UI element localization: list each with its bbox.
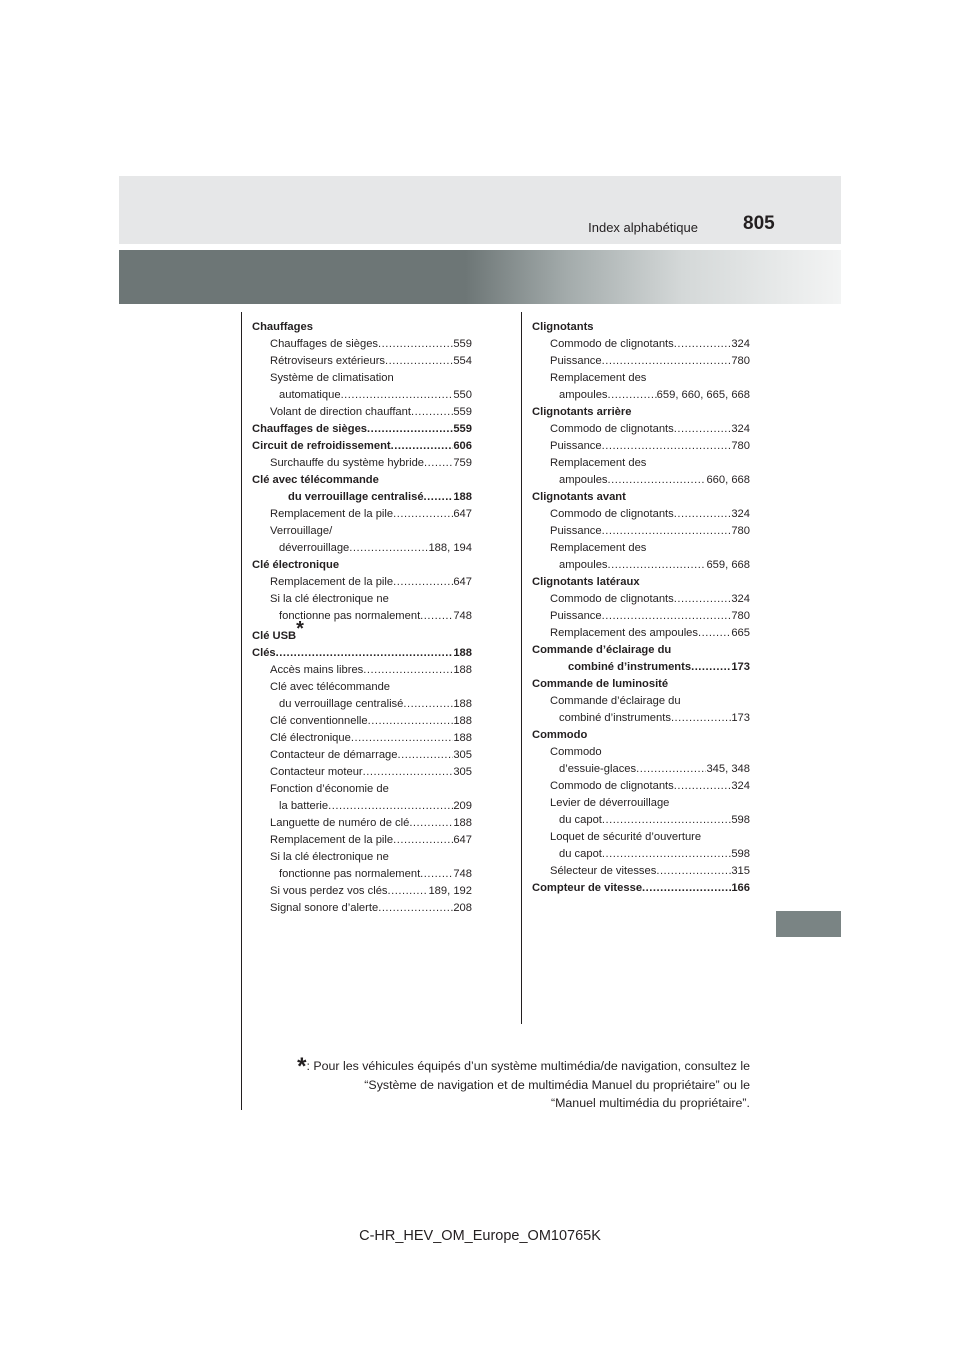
index-entry [532,812,750,829]
index-entry-term: Système de climatisation [270,372,394,384]
dot-leader [602,353,732,370]
index-entry [252,815,472,832]
index-entry [532,642,750,659]
index-entry-page: 188 [453,817,472,829]
index-entry [252,696,472,713]
index-entry [252,489,472,506]
dot-leader [642,880,731,897]
index-entry-term: Commande d’éclairage du [550,695,681,707]
index-entry [532,421,750,438]
index-column-right [532,319,750,897]
index-entry [252,764,472,781]
index-entry-term: Puissance [550,440,602,452]
index-entry-term: Clé électronique [252,559,340,571]
index-entry-page: 324 [731,593,750,605]
dot-leader [411,404,453,421]
dot-leader [674,336,732,353]
index-entry-term: Levier de déverrouillage [550,797,670,809]
index-entry [532,387,750,404]
index-entry [252,506,472,523]
dot-leader [602,438,732,455]
index-entry-term: Commande d’éclairage du [532,644,672,656]
index-entry-term: Clignotants avant [532,491,626,503]
dot-leader [636,761,706,778]
dot-leader [671,710,731,727]
index-entry-page: 208 [453,902,472,914]
index-entry-term: Languette de numéro de clé [270,817,410,829]
middle-column-rule [521,312,522,1024]
document-id: C-HR_HEV_OM_Europe_OM10765K [359,1228,601,1244]
index-entry [252,591,472,608]
index-entry-page: 647 [453,834,472,846]
dot-leader [420,866,453,883]
index-entry-page: 315 [731,865,750,877]
footnote-line-3: “Manuel multimédia du propriétaire”. [550,1096,750,1110]
index-entry-page: 550 [453,389,472,401]
index-entry-term: Clé conventionnelle [270,715,368,727]
dot-leader [602,523,732,540]
index-entry [252,523,472,540]
index-entry [252,645,472,662]
index-entry [252,336,472,353]
dot-leader [393,506,453,523]
index-entry-term: combiné d’instruments [559,712,671,724]
index-entry-page: 173 [731,712,750,724]
index-entry [532,336,750,353]
index-entry-page: 665 [731,627,750,639]
index-entry-term: Remplacement des [550,372,647,384]
index-entry-page: 647 [453,576,472,588]
index-entry-page: 748 [453,610,472,622]
index-entry-term: Commande de luminosité [532,678,669,690]
index-entry [532,795,750,812]
index-entry [532,863,750,880]
footnote-line-2: “Système de navigation et de multimédia Manuel du propriétaire” ou le [364,1078,750,1092]
index-entry [532,370,750,387]
index-entry-page: 188 [453,715,472,727]
index-entry [252,438,472,455]
index-entry-page: 173 [731,661,750,673]
index-entry-page: 659, 660, 665, 668 [656,389,750,401]
index-entry [532,319,750,336]
index-entry [532,540,750,557]
index-entry [252,883,472,900]
index-entry [532,574,750,591]
index-entry [252,472,472,489]
footnote-star: * [297,1053,307,1080]
index-entry-term: Si vous perdez vos clés [270,885,388,897]
dot-leader [674,778,732,795]
index-entry-page: 659, 668 [706,559,750,571]
index-entry [252,608,472,625]
dot-leader [363,764,454,781]
index-entry-term: Puissance [550,525,602,537]
index-entry-term: Clignotants arrière [532,406,632,418]
dot-leader [367,421,453,438]
dot-leader [385,353,453,370]
index-entry-term: Accès mains libres [270,664,364,676]
index-entry-term: Remplacement des ampoules [550,627,698,639]
index-entry-term: Commodo [532,729,588,741]
index-entry-term: Commodo de clignotants [550,423,674,435]
index-entry-term: Surchauffe du système hybride [270,457,425,469]
index-entry-term: Rétroviseurs extérieurs [270,355,386,367]
dot-leader [420,608,453,625]
section-title: Index alphabétique [588,220,698,235]
index-entry-term: Remplacement de la pile [270,576,394,588]
dot-leader [608,387,657,404]
index-entry-page: 188 [453,647,472,659]
index-entry-term: Volant de direction chauffant [270,406,411,418]
index-entry-page: 647 [453,508,472,520]
index-entry-page: 188 [453,732,472,744]
index-entry-term: Remplacement des [550,542,647,554]
index-entry-page: 188 [453,698,472,710]
index-entry-term: Commodo de clignotants [550,780,674,792]
index-entry-term: Si la clé électronique ne [270,851,389,863]
index-entry [252,713,472,730]
index-entry-term: du capot [559,814,602,826]
index-entry-term: ampoules [559,474,608,486]
index-entry [532,438,750,455]
index-entry-term: déverrouillage [279,542,350,554]
index-entry-term: Circuit de refroidissement [252,440,391,452]
index-entry-page: 559 [453,338,472,350]
index-entry-page: 780 [731,355,750,367]
index-entry [532,761,750,778]
index-entry [252,319,472,336]
index-entry [532,557,750,574]
index-entry-term: ampoules [559,389,608,401]
index-entry-term: Sélecteur de vitesses [550,865,657,877]
dot-leader [349,540,428,557]
index-entry [532,744,750,761]
index-entry-page: 324 [731,780,750,792]
index-entry-term: Commodo de clignotants [550,508,674,520]
index-entry-term: Puissance [550,610,602,622]
index-entry-term: Contacteur moteur [270,766,363,778]
dot-leader [424,489,454,506]
index-entry [532,693,750,710]
index-entry [252,662,472,679]
index-column-left [252,319,472,917]
index-entry-term: combiné d’instruments [568,661,692,673]
index-entry [252,370,472,387]
dot-leader [602,812,731,829]
dot-leader [608,472,707,489]
index-entry [252,900,472,917]
dot-leader [378,900,453,917]
dot-leader [341,387,454,404]
index-entry-page: 598 [731,848,750,860]
index-entry-term: Clé avec télécommande [252,474,379,486]
index-entry [252,574,472,591]
chapter-side-tab [776,911,841,937]
index-entry-term: Clé électronique [270,732,351,744]
index-entry-term: Loquet de sécurité d’ouverture [550,831,702,843]
index-entry-term: du verrouillage centralisé [279,698,404,710]
index-entry [252,387,472,404]
index-entry-page: 559 [453,406,472,418]
index-entry-page: 324 [731,338,750,350]
index-entry [252,866,472,883]
index-entry [252,832,472,849]
index-entry-term: Remplacement de la pile [270,508,394,520]
index-entry-term: Clés [252,647,276,659]
index-entry [252,421,472,438]
index-entry-page: 324 [731,508,750,520]
index-entry [532,608,750,625]
dot-leader [388,883,429,900]
header-band [119,176,841,244]
index-entry-term: Compteur de vitesse [532,882,643,894]
index-entry-page: 780 [731,525,750,537]
dot-leader [602,846,731,863]
index-entry [532,523,750,540]
index-entry-term: Commodo de clignotants [550,338,674,350]
index-entry-term: Commodo [550,746,602,758]
index-entry-term: fonctionne pas normalement [279,868,421,880]
index-entry [532,846,750,863]
dot-leader [674,506,732,523]
index-entry-term: Fonction d’économie de [270,783,389,795]
index-entry [532,727,750,744]
dot-leader [656,863,731,880]
index-entry-term: automatique [279,389,341,401]
dot-leader [328,798,453,815]
index-entry [532,829,750,846]
index-entry-page: 598 [731,814,750,826]
index-entry-term: Remplacement de la pile [270,834,394,846]
index-entry-term: Clignotants [532,321,594,333]
dot-leader [393,574,453,591]
index-entry [532,489,750,506]
index-entry-term: Clé avec télécommande [270,681,391,693]
index-entry-page: 554 [453,355,472,367]
footnote [256,1053,750,1112]
index-entry-page: 188 [453,491,472,503]
dot-leader [424,455,453,472]
index-entry [532,710,750,727]
index-entry-term: fonctionne pas normalement [279,610,421,622]
index-entry [252,557,472,574]
index-entry [252,404,472,421]
index-entry-term: Puissance [550,355,602,367]
index-entry [532,880,750,897]
index-entry-term: Clé USB [252,630,297,642]
index-entry [252,618,472,645]
dot-leader [363,662,453,679]
dot-leader [602,608,732,625]
index-entry-term: Clignotants latéraux [532,576,640,588]
index-entry [532,676,750,693]
index-entry-term: ampoules [559,559,608,571]
index-entry [532,472,750,489]
header-gradient-bar [119,250,841,304]
index-entry-term: d’essuie-glaces [559,763,637,775]
dot-leader [378,336,453,353]
index-entry-page: 305 [453,766,472,778]
dot-leader [276,645,454,662]
index-entry-term: Chauffages [252,321,313,333]
index-entry-page: 166 [731,882,750,894]
index-entry-page: 189, 192 [428,885,472,897]
dot-leader [608,557,707,574]
dot-leader [691,659,731,676]
dot-leader [351,730,453,747]
index-entry-term: la batterie [279,800,329,812]
index-entry-term: du verrouillage centralisé [288,491,424,503]
index-entry-page: 780 [731,440,750,452]
index-entry-page: 188, 194 [428,542,472,554]
index-entry-term: Remplacement des [550,457,647,469]
dot-leader [403,696,453,713]
index-entry [252,781,472,798]
index-entry [532,778,750,795]
index-entry-page: 606 [453,440,472,452]
index-entry-page: 324 [731,423,750,435]
footnote-marker: * [296,618,304,640]
index-entry-page: 188 [453,664,472,676]
index-entry-page: 748 [453,868,472,880]
index-entry [252,798,472,815]
dot-leader [698,625,731,642]
dot-leader [398,747,454,764]
index-entry [532,591,750,608]
dot-leader [391,438,454,455]
index-entry-term: du capot [559,848,602,860]
index-entry-page: 759 [453,457,472,469]
index-entry [252,730,472,747]
index-entry [532,404,750,421]
index-entry-term: Signal sonore d’alerte [270,902,379,914]
dot-leader [393,832,453,849]
footnote-line-1: : Pour les véhicules équipés d’un système multimédia/de navigation, consultez le [306,1059,750,1073]
dot-leader [368,713,454,730]
index-entry [532,659,750,676]
index-entry [252,353,472,370]
index-entry [252,540,472,557]
index-entry [532,506,750,523]
index-entry-page: 660, 668 [706,474,750,486]
left-column-rule [241,312,242,1110]
page-number: 805 [743,213,775,234]
index-entry-page: 305 [453,749,472,761]
index-entry-term: Commodo de clignotants [550,593,674,605]
index-entry [532,353,750,370]
index-entry-page: 209 [453,800,472,812]
index-entry [252,849,472,866]
index-entry-term: Verrouillage/ [270,525,333,537]
dot-leader [409,815,453,832]
index-entry-term: Chauffages de sièges [252,423,368,435]
index-entry-page: 559 [453,423,472,435]
index-entry [252,747,472,764]
index-entry-term: Si la clé électronique ne [270,593,389,605]
index-entry [252,455,472,472]
index-entry [532,455,750,472]
index-entry [252,679,472,696]
index-entry-page: 345, 348 [706,763,750,775]
dot-leader [674,421,732,438]
index-entry-term: Chauffages de sièges [270,338,379,350]
dot-leader [674,591,732,608]
index-entry-term: Contacteur de démarrage [270,749,398,761]
index-entry [532,625,750,642]
index-entry-page: 780 [731,610,750,622]
